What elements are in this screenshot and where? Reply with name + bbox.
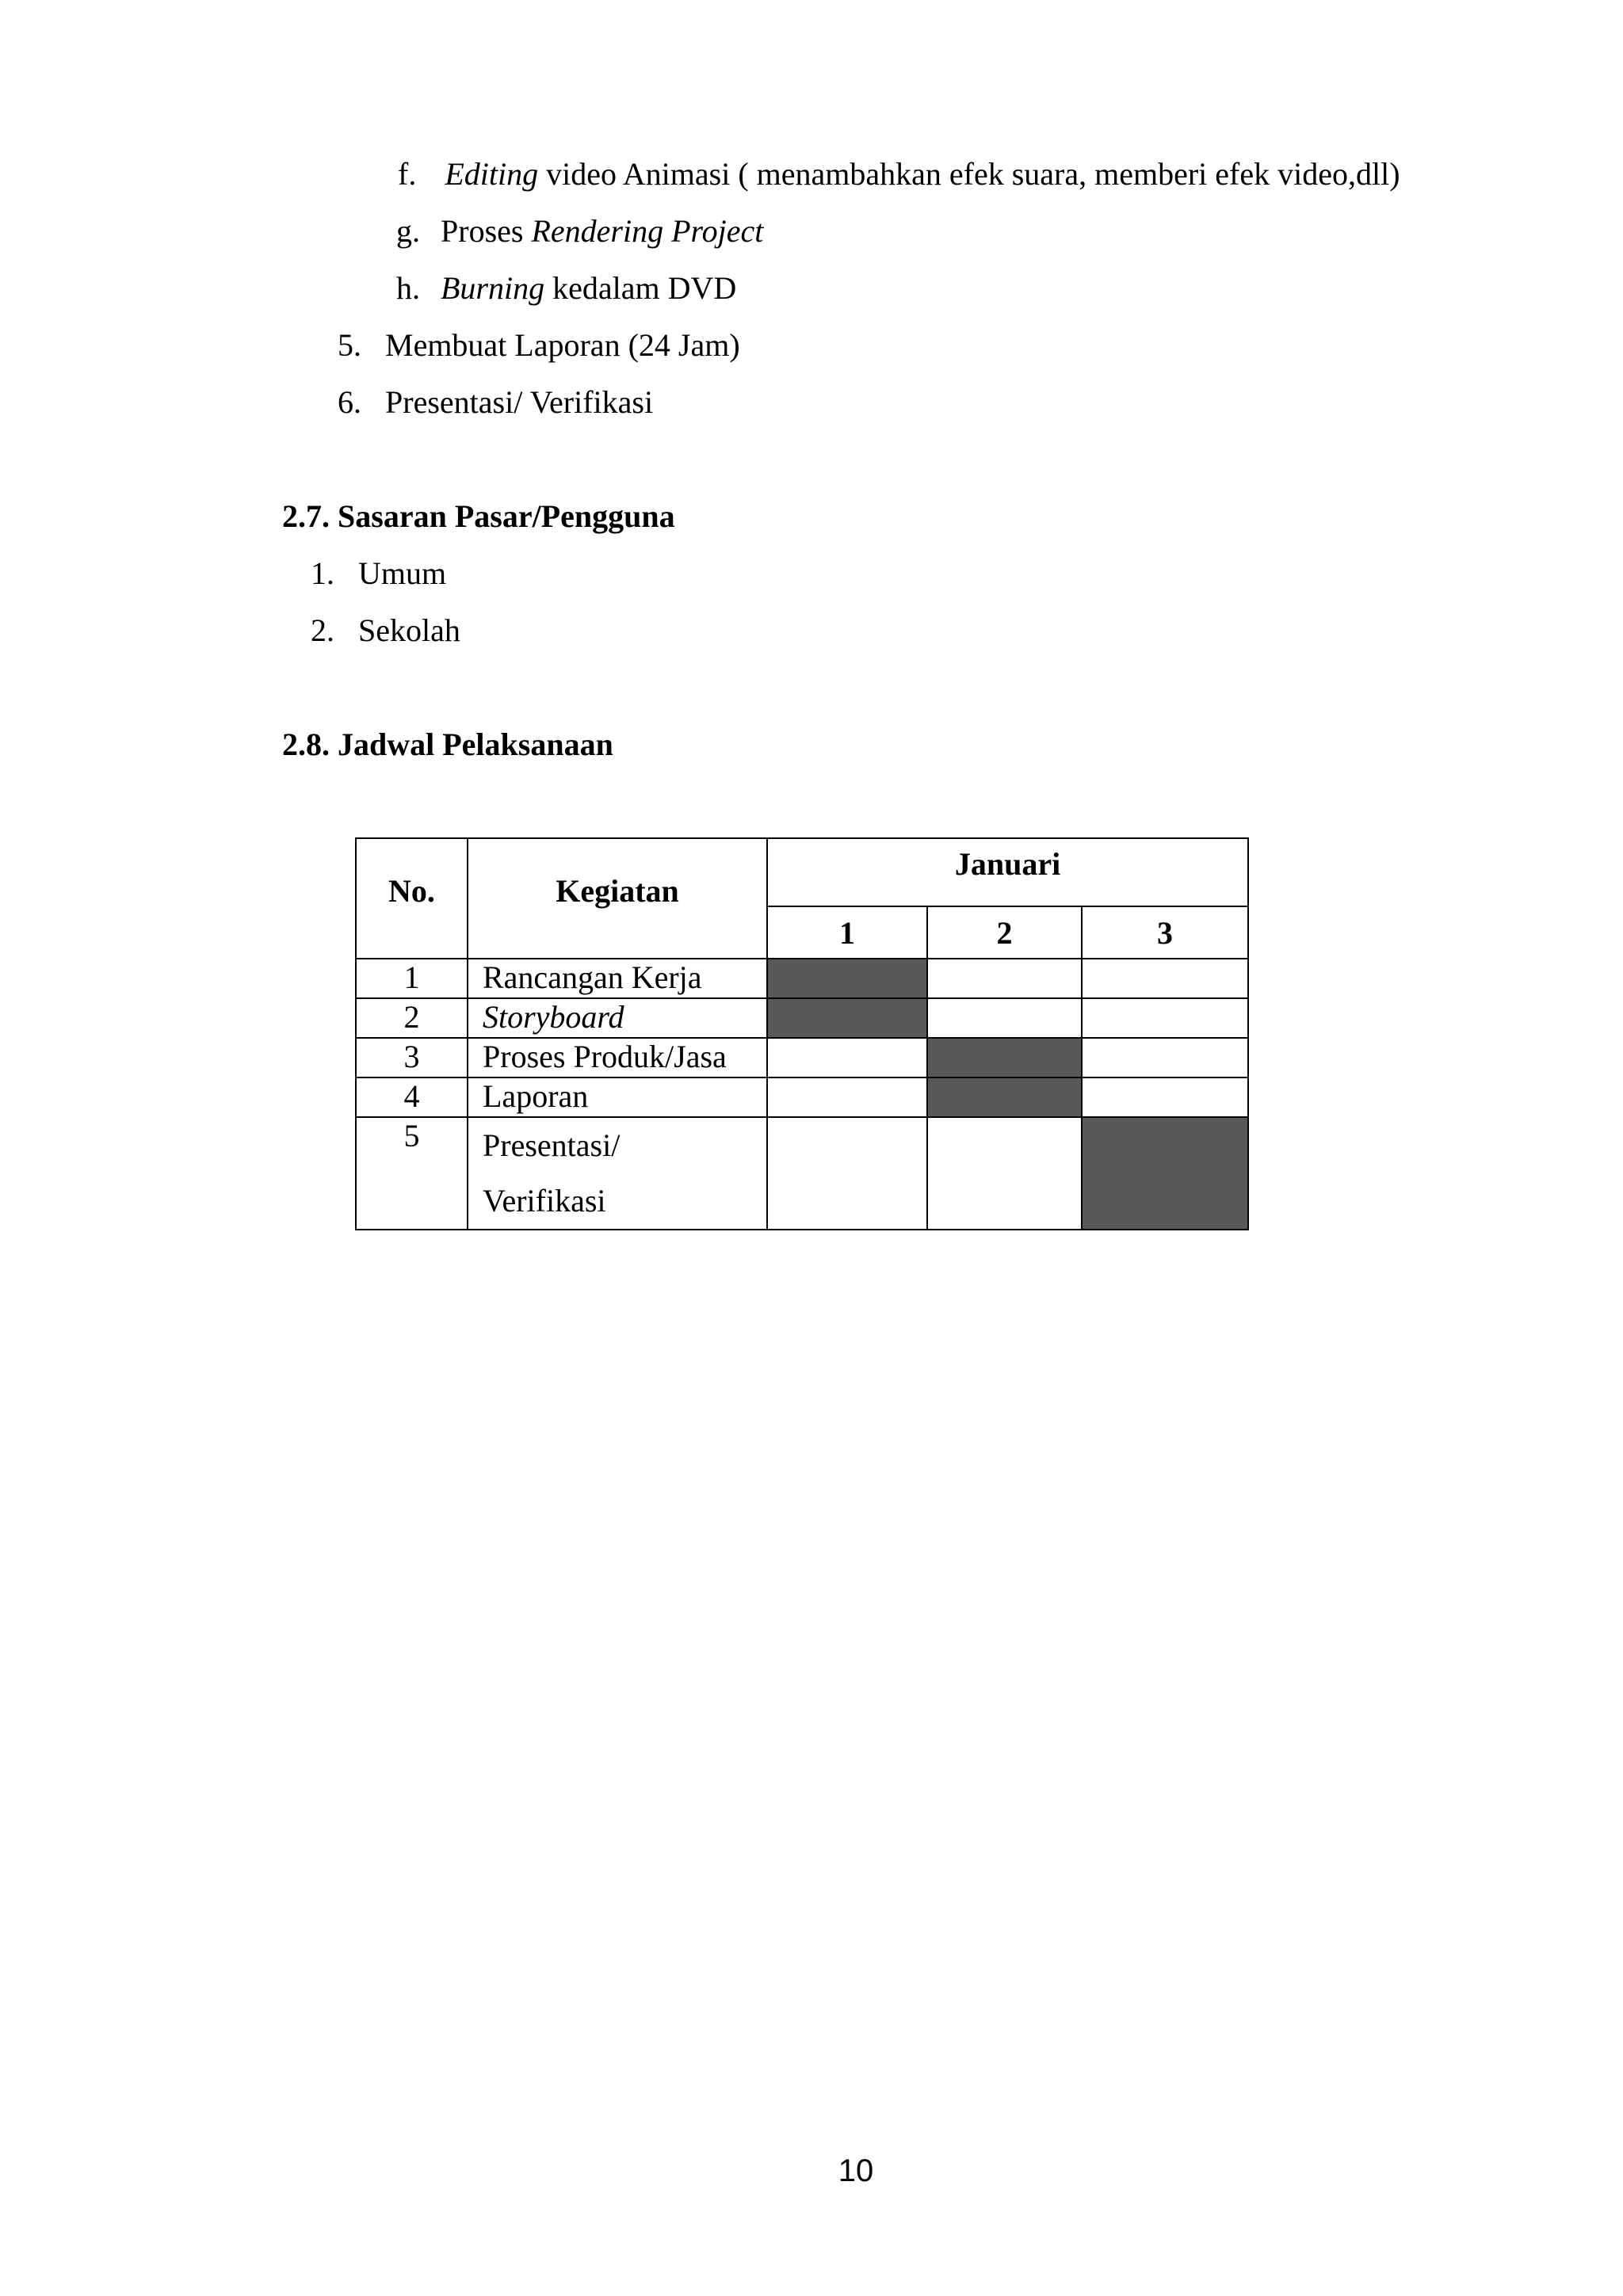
week-cell — [927, 959, 1082, 998]
row-number: 5 — [356, 1117, 468, 1230]
list-text-italic: Rendering Project — [531, 213, 764, 249]
list-text: Presentasi/ Verifikasi — [385, 384, 654, 420]
list-marker: 2. — [311, 612, 334, 648]
list-item-g — [396, 212, 763, 250]
row-activity-line2: Verifikasi — [483, 1183, 606, 1219]
week-cell-active — [767, 998, 927, 1038]
week-cell-active — [927, 1077, 1082, 1117]
header-month: Januari — [767, 838, 1248, 906]
row-number: 2 — [356, 998, 468, 1038]
row-number: 3 — [356, 1038, 468, 1077]
list-marker: 1. — [311, 555, 334, 591]
list-text: Membuat Laporan (24 Jam) — [385, 327, 740, 363]
list-marker: f. — [398, 156, 417, 192]
row-activity-line1: Presentasi/ — [483, 1127, 621, 1163]
section-heading-2-8: 2.8. Jadwal Pelaksanaan — [282, 727, 613, 762]
week-cell — [1082, 1077, 1248, 1117]
table-row — [356, 959, 1248, 998]
schedule-table — [355, 837, 1249, 1230]
header-week-3: 3 — [1082, 906, 1248, 959]
list-text: kedalam DVD — [544, 270, 737, 306]
week-cell — [767, 1077, 927, 1117]
header-no: No. — [356, 838, 468, 959]
row-number: 4 — [356, 1077, 468, 1117]
week-cell — [767, 1117, 927, 1230]
table-row — [356, 998, 1248, 1038]
week-cell-active — [767, 959, 927, 998]
row-number: 1 — [356, 959, 468, 998]
row-activity: Storyboard — [468, 998, 767, 1038]
section-heading-2-7: 2.7. Sasaran Pasar/Pengguna — [282, 498, 675, 534]
header-week-1: 1 — [767, 906, 927, 959]
page-number: 10 — [838, 2153, 874, 2188]
list-item-f — [398, 155, 1400, 193]
list-item-h — [396, 269, 736, 307]
list-text-italic: Burning — [441, 270, 545, 306]
week-cell — [1082, 1038, 1248, 1077]
list-marker: 5. — [338, 327, 361, 363]
list-item-6 — [338, 383, 653, 421]
week-cell — [1082, 998, 1248, 1038]
list-marker: 6. — [338, 384, 361, 420]
row-activity: Laporan — [468, 1077, 767, 1117]
header-activity: Kegiatan — [468, 838, 767, 959]
list-marker: g. — [396, 213, 420, 249]
row-activity: Rancangan Kerja — [468, 959, 767, 998]
header-week-2: 2 — [927, 906, 1082, 959]
list-item-5 — [338, 326, 740, 364]
table-row — [356, 1117, 1248, 1230]
list-text: Sekolah — [358, 612, 460, 648]
table-row — [356, 1038, 1248, 1077]
week-cell-active — [1082, 1117, 1248, 1230]
week-cell-active — [927, 1038, 1082, 1077]
week-cell — [927, 998, 1082, 1038]
row-activity — [468, 1117, 767, 1230]
week-cell — [1082, 959, 1248, 998]
list-marker: h. — [396, 270, 420, 306]
list-text: Proses — [441, 213, 532, 249]
row-activity: Proses Produk/Jasa — [468, 1038, 767, 1077]
list-item-sekolah — [311, 612, 460, 650]
week-cell — [927, 1117, 1082, 1230]
table-row — [356, 1077, 1248, 1117]
list-text: Umum — [358, 555, 447, 591]
list-text: video Animasi ( menambahkan efek suara, memberi efek video,dll) — [538, 156, 1400, 192]
week-cell — [767, 1038, 927, 1077]
list-item-umum — [311, 555, 446, 593]
list-text-italic: Editing — [445, 156, 539, 192]
